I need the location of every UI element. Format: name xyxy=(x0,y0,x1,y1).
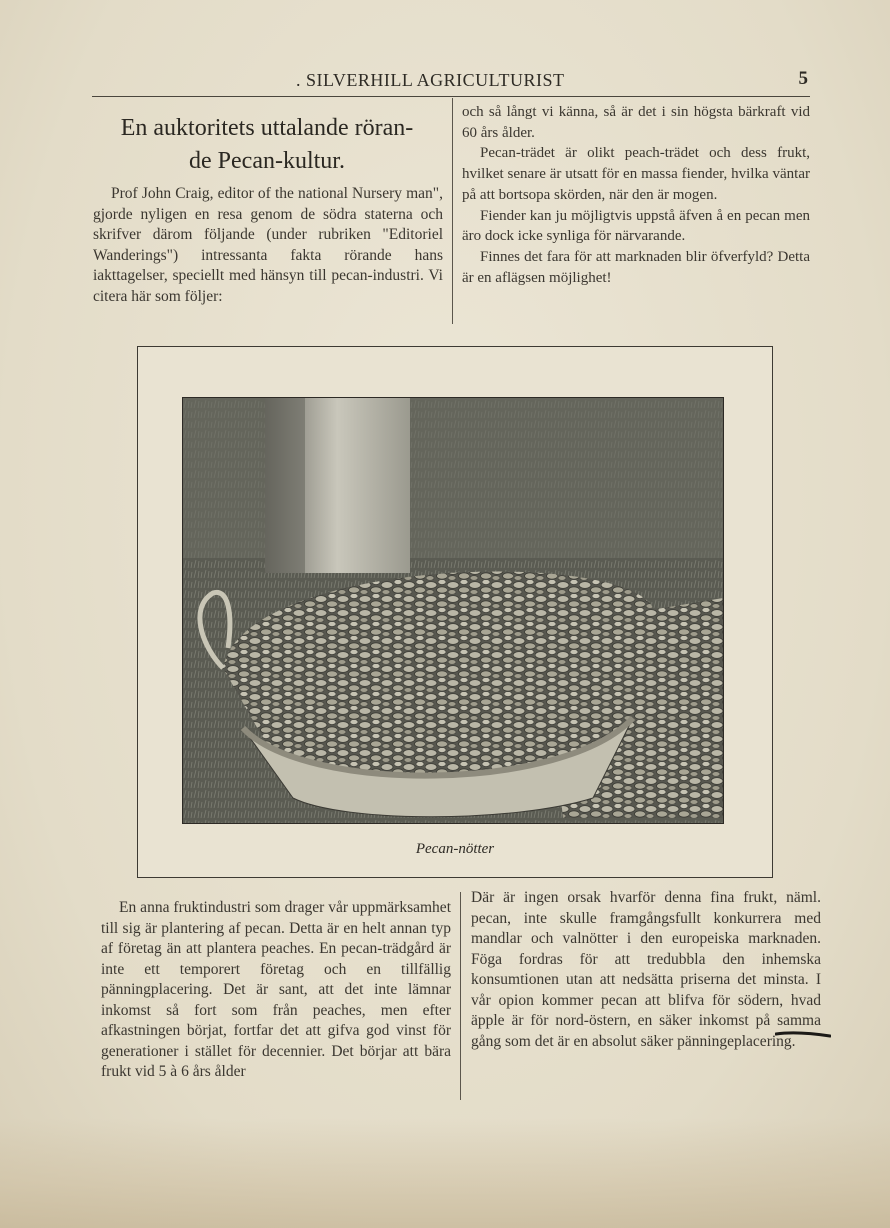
paragraph: Fiender kan ju möjligtvis uppstå äfven å en pecan men äro dock icke synliga för närvarande. xyxy=(462,207,810,245)
photo-figure xyxy=(137,346,773,878)
pen-underline-mark xyxy=(775,1030,831,1038)
paragraph: Pecan-trädet är olikt peach-trädet och dess frukt, hvilket senare är utsatt för en massa fiender, hvilka väntar på att bortsopa skörden, när den är mogen. xyxy=(462,145,810,203)
figure-caption: Pecan-nötter xyxy=(415,841,495,857)
pecan-basket-photo xyxy=(182,397,724,824)
paragraph: och så långt vi känna, så är det i sin högsta bärkraft vid 60 års ålder. xyxy=(462,104,810,141)
paragraph: Finnes det fara för att marknaden blir öfverfyld? Detta är en aflägsen möjlighet! xyxy=(462,248,810,286)
bottom-right-text: Där är ingen orsak hvarför denna fina frukt, näml. pecan, inte skulle framgångsfullt konkurrera med mandlar och valnötter i den europeiska marknaden. Föga fordras för att tredubbla den inhemska konsumtionen utan att nedsätta priserna det minsta. I vår opion kommer pecan att blifva för södern, hvad äpple är för nord-östern, en säker inkomst på samma gång som det är en absolut säker pänningeplacering. xyxy=(471,889,821,1050)
article-title xyxy=(92,112,442,178)
bottom-right-paragraph xyxy=(471,888,821,1052)
column-divider-bottom xyxy=(460,892,461,1100)
intro-text: Prof John Craig, editor of the national Nursery man", gjorde nyligen en resa genom de södra staterna och skrifver därom följande (under rubriken "Editoriel Wanderings") intressanta fakta rörande hans iakttagelser, speciellt med hänsyn till pecan-industri. Vi citera här som följer: xyxy=(93,185,443,305)
right-column-top xyxy=(462,102,810,288)
pecan-basket-image xyxy=(183,398,723,823)
page-number: 5 xyxy=(798,68,808,89)
column-divider-top xyxy=(452,98,453,324)
paper-stain xyxy=(0,1118,890,1228)
bottom-left-paragraph xyxy=(101,898,451,1083)
article-title-line-2: de Pecan-kultur. xyxy=(189,148,345,174)
publication-title: . SILVERHILL AGRICULTURIST xyxy=(296,70,565,90)
intro-paragraph xyxy=(93,184,443,307)
article-title-line-1: En auktoritets uttalande röran- xyxy=(120,115,414,141)
bottom-left-text: En anna fruktindustri som drager vår uppmärksamhet till sig är plantering af pecan. Detta är en helt annan typ af företag än att plantera peaches. En pecan-trädgård är inte ett temporert företag och en tillfällig pänningplacering. Det är sant, att det inte lämnar inkomst så fort som från peaches, men efter afkastningen börjat, fortfar det att gifva god vinst för generationer i stället för decennier. Det börjar att bära frukt vid 5 à 6 års ålder xyxy=(101,899,451,1080)
page-header xyxy=(92,66,810,97)
